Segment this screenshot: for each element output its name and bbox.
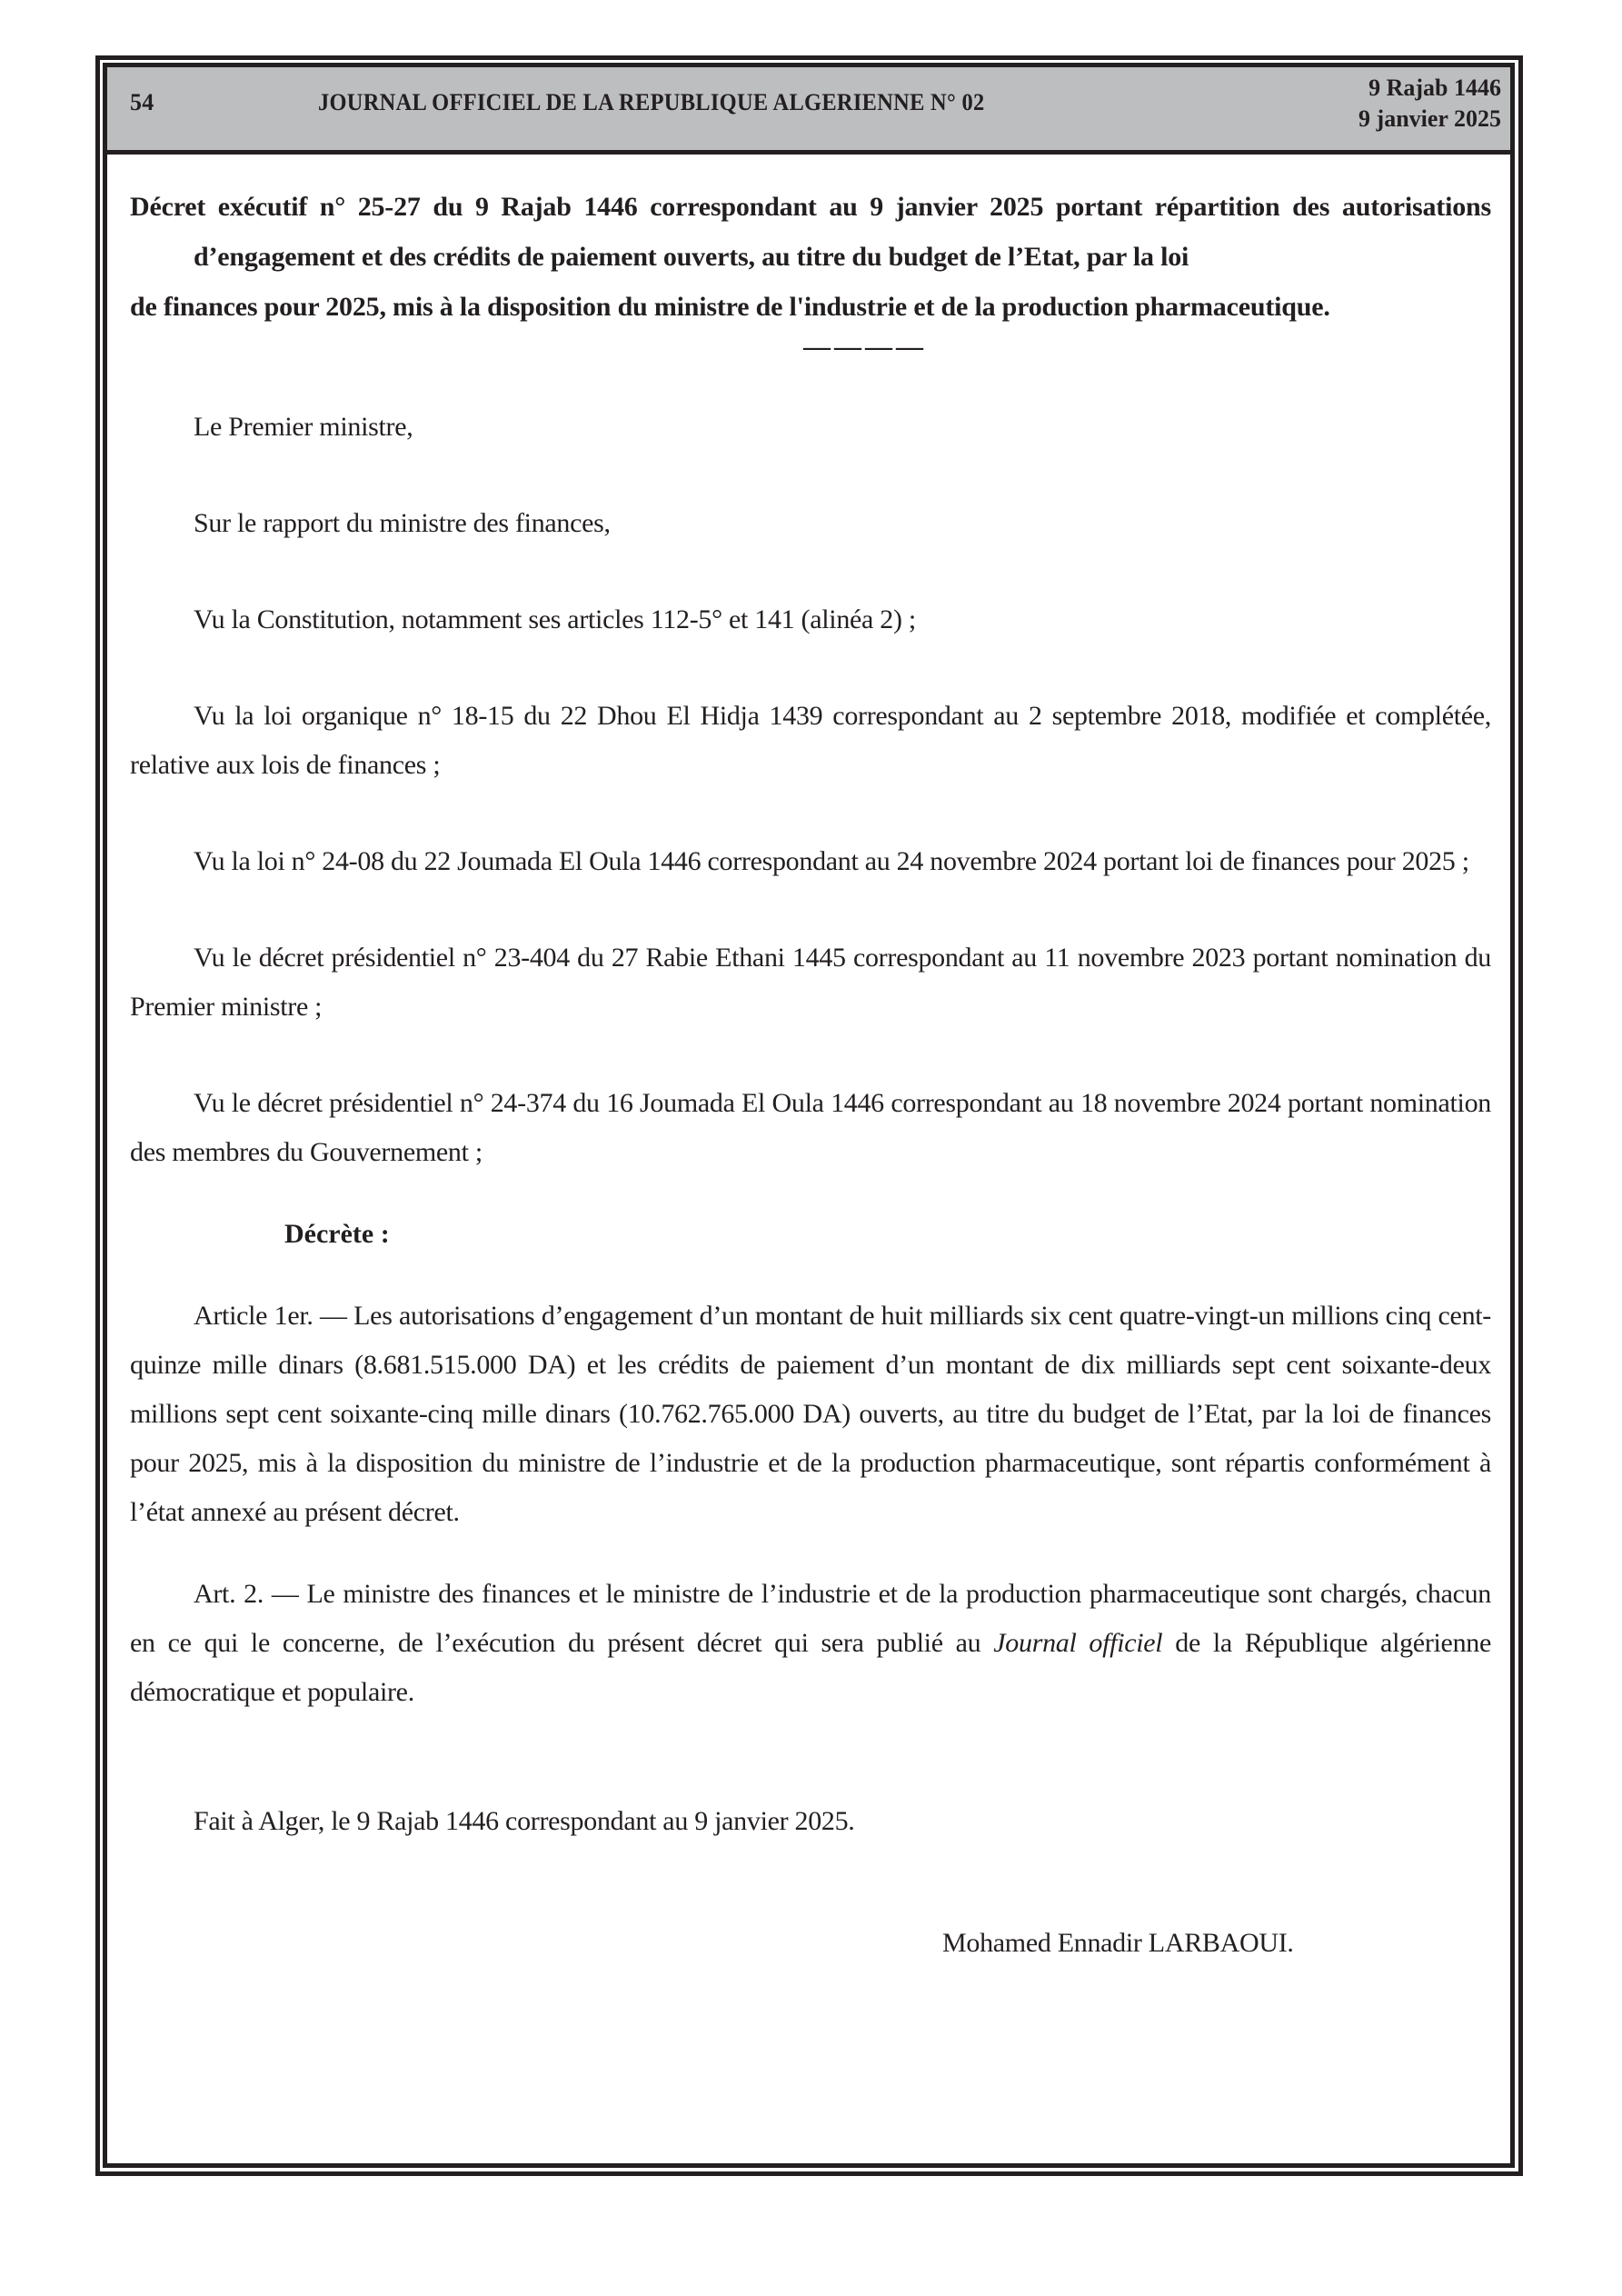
preamble-premier-ministre: Le Premier ministre, bbox=[194, 412, 413, 442]
visa-decret-premier-ministre: Vu le décret présidentiel n° 23-404 du 27 Rabie Ethani 1445 correspondant au 11 novembre 2023 portant nomination du Premier ministre ; bbox=[130, 943, 1491, 1022]
decree-title-line-1: Décret exécutif n° 25-27 du 9 Rajab 1446 correspondant au 9 janvier 2025 portant répartition des bbox=[130, 192, 1330, 222]
title-separator: ———— bbox=[803, 332, 927, 362]
journal-header bbox=[107, 67, 1510, 155]
visa-constitution: Vu la Constitution, notamment ses articles 112-5° et 141 (alinéa 2) ; bbox=[194, 604, 916, 634]
fait-a-alger: Fait à Alger, le 9 Rajab 1446 correspondant au 9 janvier 2025. bbox=[194, 1806, 855, 1836]
decree-title-line-3: de finances pour 2025, mis à la disposition du ministre de l'industrie et de la production pharmaceutique. bbox=[130, 292, 1330, 322]
journal-title: JOURNAL OFFICIEL DE LA REPUBLIQUE ALGERIENNE N° 02 bbox=[318, 89, 985, 115]
article-2 bbox=[130, 1570, 1491, 1717]
visa-loi-organique: Vu la loi organique n° 18-15 du 22 Dhou El Hidja 1439 correspondant au 2 septembre 2018, modifiée et complétée, relative aux lois de finances ; bbox=[130, 701, 1491, 780]
signatory-name: Mohamed Ennadir LARBAOUI. bbox=[942, 1928, 1294, 1958]
visa-decret-gouvernement: Vu le décret présidentiel n° 24-374 du 16 Joumada El Oula 1446 correspondant au 18 novembre 2024 portant nomination des membres du Gouvernement ; bbox=[130, 1088, 1491, 1167]
article-2-text-start: Art. 2. — Le ministre des finances et le ministre de l’industrie et de la production pharmaceutique sont chargés, chacun en ce qui le concerne, de l’exécution du présent décret qui sera publié au bbox=[130, 1579, 1491, 1658]
decrete-heading: Décrète : bbox=[284, 1219, 390, 1249]
preamble-rapport: Sur le rapport du ministre des finances, bbox=[194, 508, 611, 538]
journal-officiel-italic: Journal officiel bbox=[993, 1628, 1163, 1658]
visa-loi-finances: Vu la loi n° 24-08 du 22 Joumada El Oula 1446 correspondant au 24 novembre 2024 portant loi de finances pour 2025 ; bbox=[194, 846, 1469, 876]
article-1: Article 1er. — Les autorisations d’engagement d’un montant de huit milliards six cent quatre-vingt-un millions cinq cent-quinze mille dinars (8.681.515.000 DA) et les crédits de paiement d’un montant de dix milliards sept cent soixante-deux millions sept cent soixante-cinq mille dinars (10.762.765.000 DA) ouverts, au titre du budget de l’Etat, par la loi de finances pour 2025, mis à la disposition du ministre de l’industrie et de la production pharmaceutique, sont répartis conformément à l’état annexé au présent décret. bbox=[130, 1301, 1491, 1527]
issue-date-hijri: 9 Rajab 1446 bbox=[1368, 75, 1501, 101]
page-number: 54 bbox=[130, 89, 154, 115]
article-2-text-end: de la République algérienne démocratique et populaire. bbox=[130, 1628, 1491, 1707]
document-body bbox=[130, 182, 1491, 1968]
decree-title bbox=[130, 182, 1491, 332]
decree-title-line-2: autorisations d’engagement et des crédits de paiement ouverts, au titre du budget de l’Etat, par la loi bbox=[194, 192, 1491, 272]
issue-date bbox=[1358, 73, 1501, 135]
issue-date-gregorian: 9 janvier 2025 bbox=[1358, 105, 1501, 132]
